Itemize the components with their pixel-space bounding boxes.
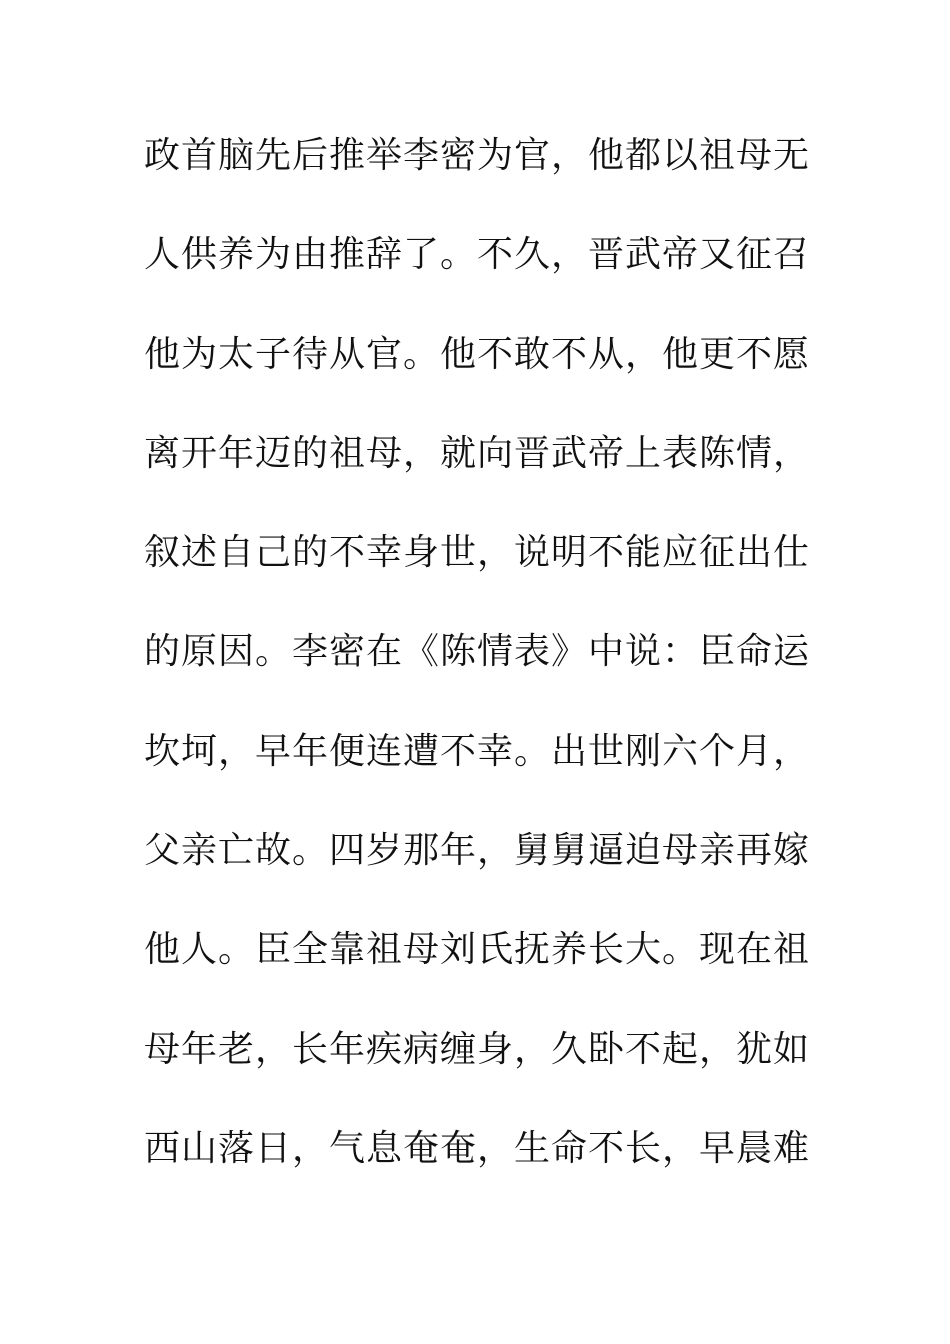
text-line: 坎坷，早年便连遭不幸。出世刚六个月， <box>144 730 811 772</box>
text-line: 叙述自己的不幸身世，说明不能应征出仕 <box>144 532 811 574</box>
text-line: 他为太子待从官。他不敢不从，他更不愿 <box>144 333 811 375</box>
text-line: 母年老，长年疾病缠身，久卧不起，犹如 <box>144 1028 811 1070</box>
text-line: 西山落日，气息奄奄，生命不长，早晨难 <box>144 1127 811 1169</box>
text-line: 政首脑先后推举李密为官，他都以祖母无 <box>144 135 811 176</box>
text-line: 的原因。李密在《陈情表》中说：臣命运 <box>144 631 811 673</box>
text-line: 人供养为由推辞了。不久，晋武帝又征召 <box>144 234 811 276</box>
body-text <box>144 126 824 1218</box>
text-line: 父亲亡故。四岁那年，舅舅逼迫母亲再嫁 <box>144 830 811 872</box>
text-line: 他人。臣全靠祖母刘氏抚养长大。现在祖 <box>144 929 811 971</box>
text-line: 离开年迈的祖母，就向晋武帝上表陈情， <box>144 432 811 474</box>
